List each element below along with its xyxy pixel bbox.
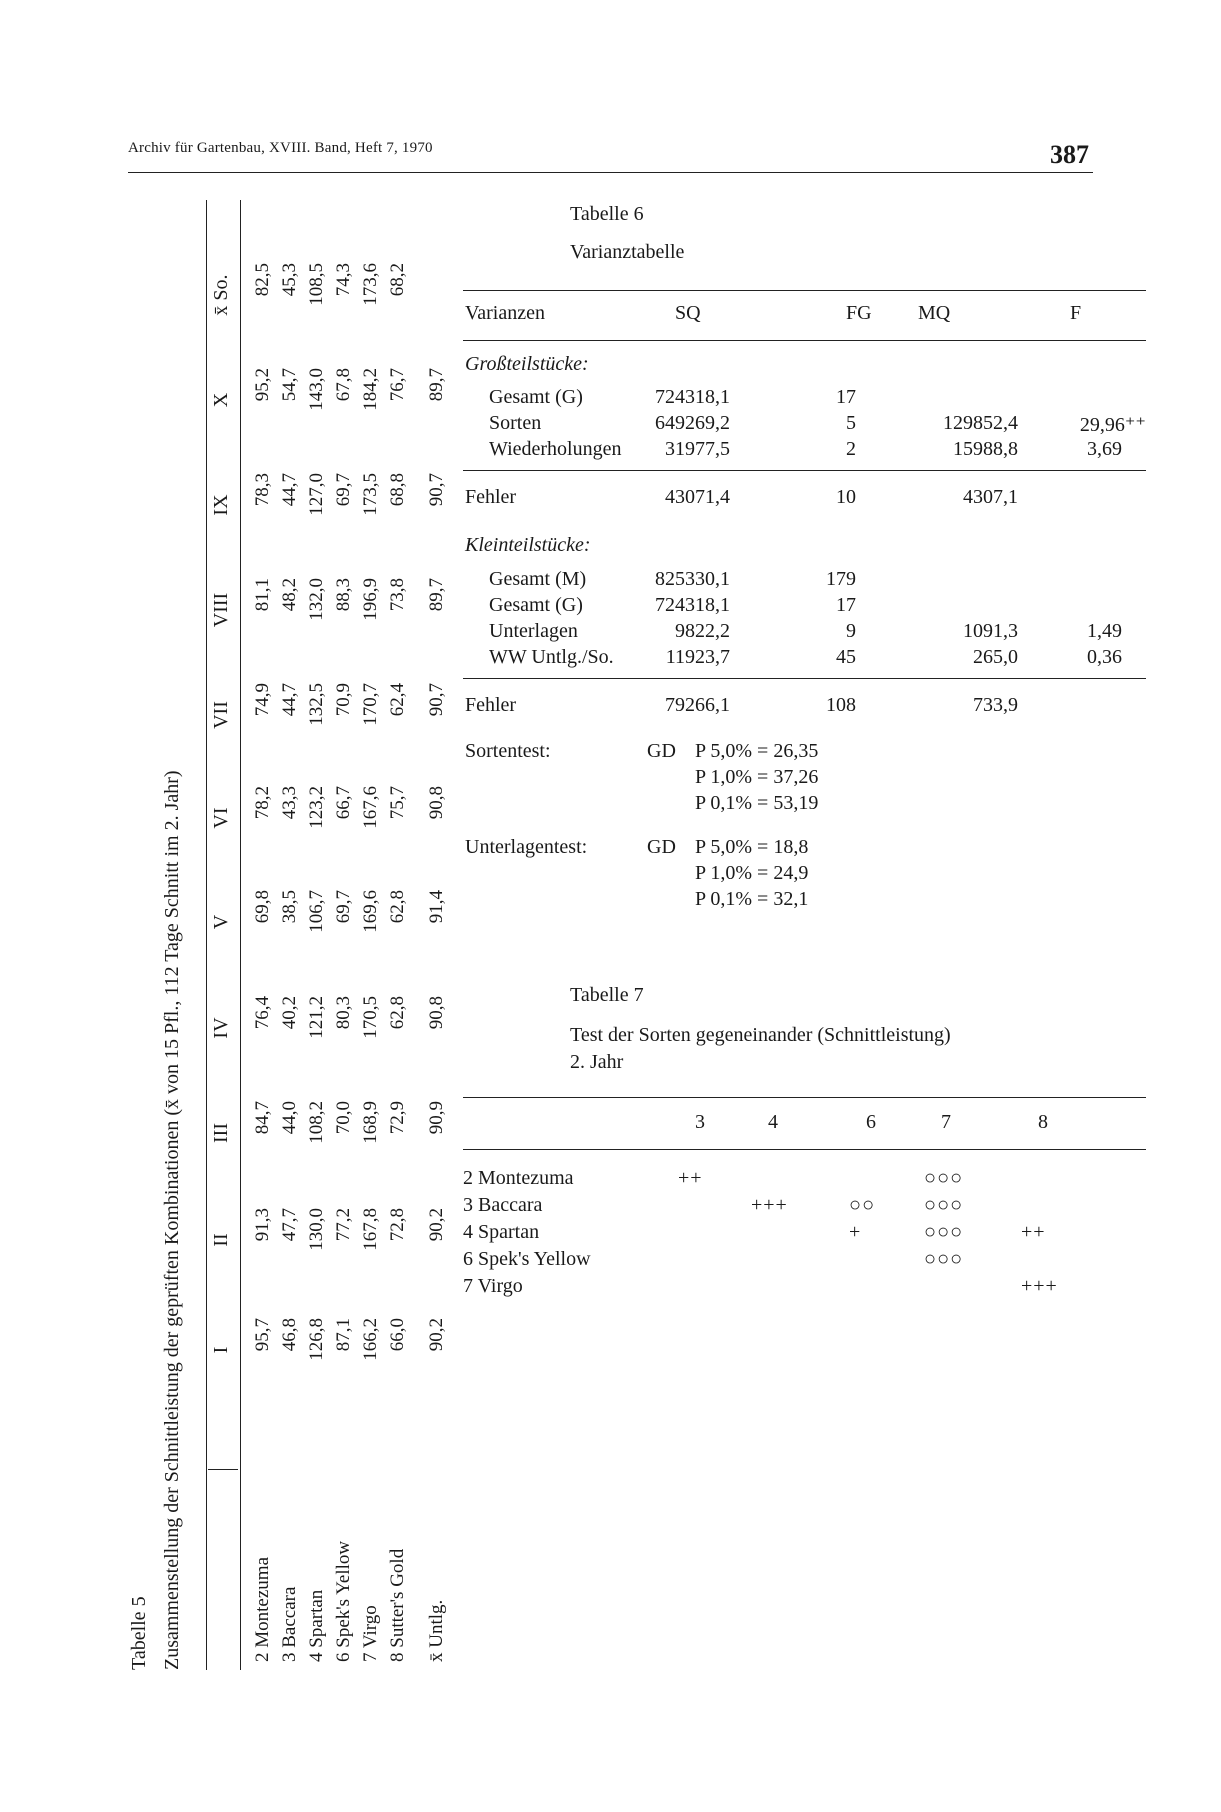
col-header-fg: FG [846,302,872,324]
sortentest-gd: GD [647,740,676,762]
table-cell: 170,7 [360,683,381,726]
table-cell: 68,2 [387,263,408,297]
table-cell: 74,9 [252,683,273,717]
col-header: IX [210,494,232,516]
sq-value: 649269,2 [655,412,730,434]
row-name: Sorten [489,412,542,434]
table-7-title-line2: 2. Jahr [570,1051,624,1073]
significance-mark: ○○○ [924,1194,964,1216]
table-cell: 127,0 [306,473,327,516]
table-7-label: Tabelle 7 [570,984,644,1006]
unterlagentest-line: P 1,0% = 24,9 [695,862,809,884]
f-value: 0,36 [1087,646,1122,668]
unterlagentest-line: P 5,0% = 18,8 [695,836,809,858]
row-name: Gesamt (G) [489,386,583,408]
table-cell: 88,3 [333,578,354,612]
col-header: II [210,1233,232,1247]
mq-value: 265,0 [973,646,1018,668]
table-cell: 47,7 [279,1208,300,1242]
row-name: Unterlagen [489,620,578,642]
table-cell: 75,7 [387,786,408,820]
table-cell: 68,8 [387,473,408,507]
table-cell: 167,6 [360,786,381,829]
significance-mark: ○○○ [924,1248,964,1270]
col-header: 7 [941,1111,951,1133]
col-header-sq: SQ [675,302,701,324]
table-cell: 123,2 [306,786,327,829]
fg-value: 17 [836,594,856,616]
table-row-label: 2 Montezuma [252,1556,273,1662]
table-row-label: 6 Spek's Yellow [333,1540,354,1662]
table-cell: 167,8 [360,1208,381,1251]
table-cell: 166,2 [360,1318,381,1361]
table-cell: 173,6 [360,263,381,306]
table-cell: 81,1 [252,578,273,612]
table-cell: 106,7 [306,890,327,933]
f-value: 29,96⁺⁺ [1079,414,1146,436]
significance-mark: ++ [678,1167,703,1189]
mean-cell: 90,2 [426,1208,447,1242]
row-name: Gesamt (M) [489,568,587,590]
mean-cell: 90,2 [426,1318,447,1352]
table-row-label: 7 Virgo [463,1275,523,1297]
table-row-label: 8 Sutter's Gold [387,1548,408,1662]
mq-value: 1091,3 [963,620,1018,642]
table-7-header-rule [463,1149,1146,1150]
table-row-label: 2 Montezuma [463,1167,574,1189]
col-header: 3 [695,1111,705,1133]
table-cell: 74,3 [333,263,354,297]
table-cell: 132,0 [306,578,327,621]
fg-value: 2 [846,438,856,460]
table-6-header-rule [463,340,1146,341]
table-5-label: Tabelle 5 [128,1596,150,1670]
significance-mark: + [849,1221,862,1243]
table-cell: 108,5 [306,263,327,306]
table-7-title-line1: Test der Sorten gegeneinander (Schnittleistung) [570,1024,951,1046]
col-header: VIII [210,592,232,628]
table-cell: 84,7 [252,1101,273,1135]
sortentest-label: Sortentest: [465,740,551,762]
header-rule [128,172,1093,173]
table-7-title [570,1022,951,1076]
significance-mark: ○○○ [924,1221,964,1243]
table-cell: 126,8 [306,1318,327,1361]
mean-cell: 89,7 [426,368,447,402]
table-row-label: 3 Baccara [279,1586,300,1662]
table-row-label: 3 Baccara [463,1194,543,1216]
table-cell: 78,2 [252,786,273,820]
table-6-mid-rule [463,470,1146,471]
table-5 [128,200,448,1670]
mean-cell: 91,4 [426,890,447,924]
table-cell: 38,5 [279,890,300,924]
table-cell: 91,3 [252,1208,273,1242]
table-cell: 95,7 [252,1318,273,1352]
table-cell: 196,9 [360,578,381,621]
table-row-label: 6 Spek's Yellow [463,1248,591,1270]
f-value: 3,69 [1087,438,1122,460]
table-cell: 70,9 [333,683,354,717]
table-cell: 44,7 [279,683,300,717]
sq-value: 31977,5 [665,438,730,460]
sq-value: 9822,2 [675,620,730,642]
table-cell: 121,2 [306,996,327,1039]
sortentest-line: P 0,1% = 53,19 [695,792,819,814]
sortentest-line: P 1,0% = 37,26 [695,766,819,788]
table-cell: 69,7 [333,473,354,507]
mq-value: 129852,4 [943,412,1018,434]
significance-mark: ++ [1021,1221,1046,1243]
table-5-stub-rule [208,1469,238,1470]
table-cell: 69,7 [333,890,354,924]
table-cell: 62,8 [387,996,408,1030]
table-cell: 46,8 [279,1318,300,1352]
table-cell: 72,9 [387,1101,408,1135]
table-cell: 66,7 [333,786,354,820]
table-5-header-rule [240,200,241,1670]
table-cell: 48,2 [279,578,300,612]
significance-mark: +++ [1021,1275,1058,1297]
significance-mark: ○○ [849,1194,876,1216]
table-cell: 45,3 [279,263,300,297]
col-header: VI [210,807,232,829]
table-6-label: Tabelle 6 [570,203,644,225]
col-header: III [210,1123,232,1143]
table-cell: 62,4 [387,683,408,717]
col-header: x̄ So. [210,274,232,316]
table-cell: 67,8 [333,368,354,402]
table-cell: 76,7 [387,368,408,402]
col-header-f: F [1070,302,1082,324]
mean-cell: 90,8 [426,996,447,1030]
table-cell: 69,8 [252,890,273,924]
fg-value: 45 [836,646,856,668]
fg-value: 108 [826,694,856,716]
table-cell: 143,0 [306,368,327,411]
table-cell: 76,4 [252,996,273,1030]
table-cell: 54,7 [279,368,300,402]
col-header: X [210,392,232,408]
fg-value: 17 [836,386,856,408]
significance-mark: +++ [751,1194,788,1216]
table-cell: 43,3 [279,786,300,820]
table-6-lower-rule [463,678,1146,679]
table-cell: 80,3 [333,996,354,1030]
sq-value: 43071,4 [665,486,730,508]
table-5-title: Zusammenstellung der Schnittleistung der geprüften Kombinationen (x̄ von 15 Pfl., 112 Tage Schnitt im 2. Jahr) [161,770,183,1670]
unterlagentest-gd: GD [647,836,676,858]
table-cell: 82,5 [252,263,273,297]
table-cell: 72,8 [387,1208,408,1242]
sq-value: 724318,1 [655,386,730,408]
row-name: Gesamt (G) [489,594,583,616]
page-number: 387 [1050,140,1089,169]
mean-cell: 90,8 [426,786,447,820]
table-6-top-rule [463,290,1146,291]
table-cell: 173,5 [360,473,381,516]
table-7-top-rule [463,1097,1146,1098]
col-header: 6 [866,1111,876,1133]
table-cell: 130,0 [306,1208,327,1251]
table-row-label: 4 Spartan [463,1221,540,1243]
row-name: WW Untlg./So. [489,646,614,668]
table-cell: 70,0 [333,1101,354,1135]
significance-mark: ○○○ [924,1167,964,1189]
table-6-title: Varianztabelle [570,241,685,263]
table-cell: 73,8 [387,578,408,612]
table-cell: 184,2 [360,368,381,411]
mean-cell: 89,7 [426,578,447,612]
col-header: V [210,914,232,930]
mean-cell: 90,9 [426,1101,447,1135]
table-cell: 40,2 [279,996,300,1030]
col-header-mq: MQ [918,302,951,324]
sortentest-line: P 5,0% = 26,35 [695,740,819,762]
col-header: I [210,1346,232,1354]
group-heading: Kleinteilstücke: [465,534,591,556]
mean-cell: 90,7 [426,683,447,717]
mq-value: 15988,8 [953,438,1018,460]
table-cell: 77,2 [333,1208,354,1242]
table-cell: 95,2 [252,368,273,402]
table-cell: 132,5 [306,683,327,726]
table-cell: 44,7 [279,473,300,507]
sq-value: 825330,1 [655,568,730,590]
table-cell: 169,6 [360,890,381,933]
col-header: IV [210,1017,232,1039]
table-cell: 108,2 [306,1101,327,1144]
mean-cell: 90,7 [426,473,447,507]
table-cell: 62,8 [387,890,408,924]
col-header: VII [210,701,232,729]
col-header-varianzen: Varianzen [465,302,545,324]
sq-value: 724318,1 [655,594,730,616]
table-cell: 66,0 [387,1318,408,1352]
table-cell: 87,1 [333,1318,354,1352]
fg-value: 9 [846,620,856,642]
table-row-label: 7 Virgo [360,1605,381,1662]
table-cell: 168,9 [360,1101,381,1144]
mq-value: 4307,1 [963,486,1018,508]
col-header: 4 [768,1111,778,1133]
mean-row-label: x̄ Untlg. [426,1599,447,1662]
table-cell: 44,0 [279,1101,300,1135]
fg-value: 179 [826,568,856,590]
fg-value: 5 [846,412,856,434]
unterlagentest-line: P 0,1% = 32,1 [695,888,809,910]
f-value: 1,49 [1087,620,1122,642]
table-row-label: 4 Spartan [306,1589,327,1662]
row-name: Wiederholungen [489,438,622,460]
row-name: Fehler [465,694,517,716]
running-head: Archiv für Gartenbau, XVIII. Band, Heft 7, 1970 [128,140,433,156]
mq-value: 733,9 [973,694,1018,716]
unterlagentest-label: Unterlagentest: [465,836,588,858]
col-header: 8 [1038,1111,1048,1133]
table-cell: 170,5 [360,996,381,1039]
fg-value: 10 [836,486,856,508]
table-cell: 78,3 [252,473,273,507]
row-name: Fehler [465,486,517,508]
table-5-top-rule [206,200,207,1670]
group-heading: Großteilstücke: [465,353,589,375]
sq-value: 79266,1 [665,694,730,716]
sq-value: 11923,7 [665,646,730,668]
